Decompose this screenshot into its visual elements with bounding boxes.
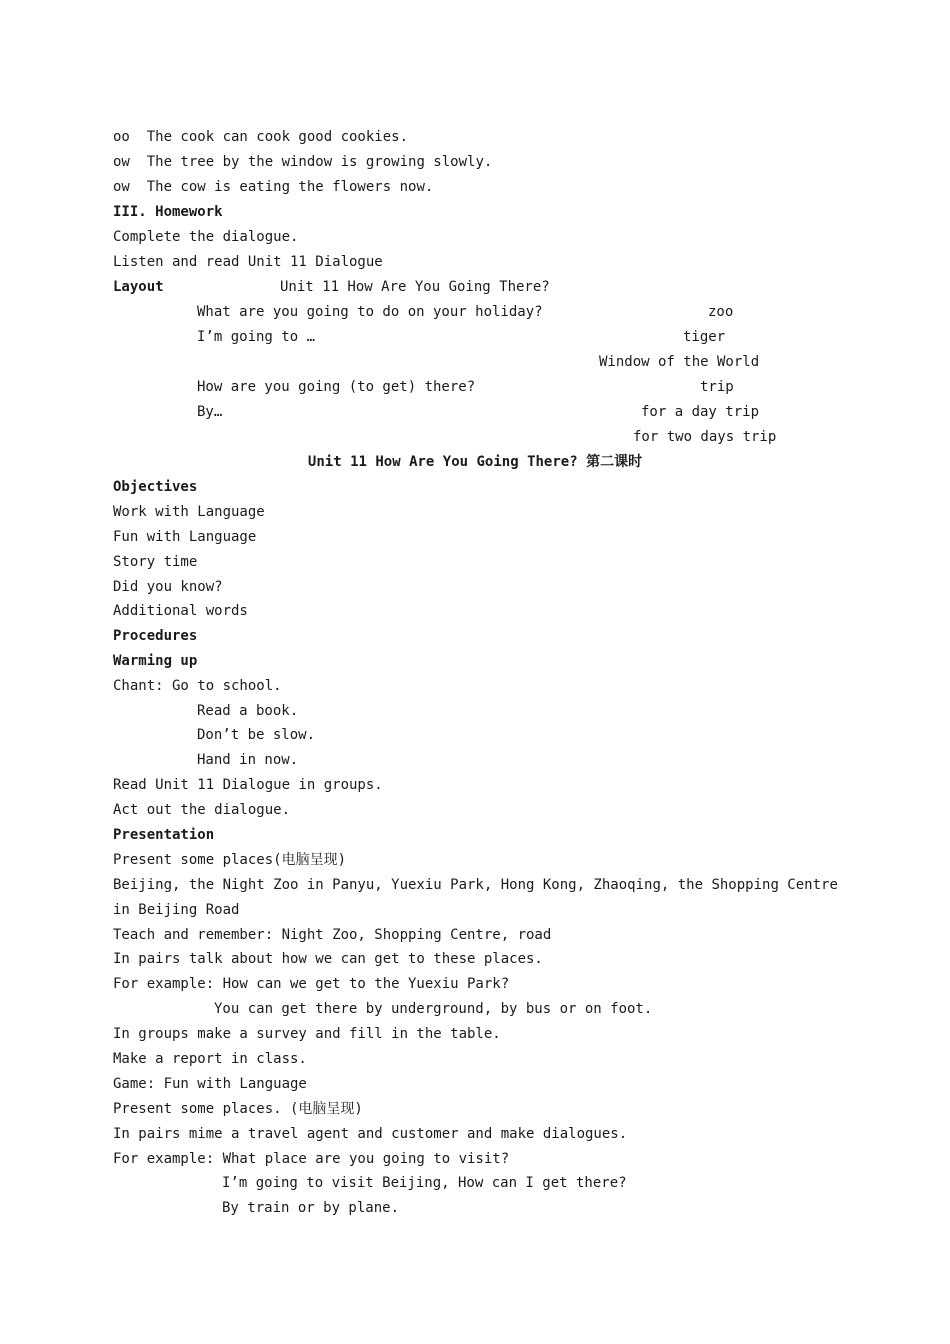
- lesson-title: Unit 11 How Are You Going There? 第二课时: [307, 454, 643, 470]
- layout-left-line: How are you going (to get) there?: [197, 379, 476, 395]
- layout-left-line: I’m going to …: [197, 329, 316, 345]
- presentation-line: In pairs mime a travel agent and customer and make dialogues.: [113, 1126, 628, 1142]
- presentation-line: By train or by plane.: [222, 1200, 400, 1216]
- objective-item: Story time: [113, 554, 198, 570]
- layout-right-word: trip: [700, 379, 734, 395]
- presentation-line: Game: Fun with Language: [113, 1076, 307, 1092]
- presentation-line: You can get there by underground, by bus or on foot.: [214, 1001, 653, 1017]
- phonics-line: [113, 128, 408, 146]
- layout-right-word: for two days trip: [633, 429, 777, 445]
- layout-left-line: What are you going to do on your holiday?: [197, 304, 543, 320]
- presentation-line: Teach and remember: Night Zoo, Shopping Centre, road: [113, 927, 552, 943]
- homework-heading: III. Homework: [113, 204, 223, 220]
- layout-right-word: for a day trip: [641, 404, 760, 420]
- presentation-line: Present some places. (电脑呈现): [113, 1101, 363, 1117]
- layout-right-word: tiger: [683, 329, 726, 345]
- presentation-line: In pairs talk about how we can get to these places.: [113, 951, 543, 967]
- phonics-sentence: The cook can cook good cookies.: [146, 129, 409, 145]
- procedures-heading: Procedures: [113, 628, 198, 644]
- phonics-line: [113, 153, 492, 171]
- objective-item: Did you know?: [113, 579, 223, 595]
- homework-item: Complete the dialogue.: [113, 229, 299, 245]
- homework-item: Listen and read Unit 11 Dialogue: [113, 254, 383, 270]
- presentation-heading: Presentation: [113, 827, 215, 843]
- chant-line: Read a book.: [197, 703, 299, 719]
- phonics-sound: ow: [113, 179, 130, 195]
- objective-item: Additional words: [113, 603, 248, 619]
- phonics-sound: ow: [113, 154, 130, 170]
- presentation-line: In groups make a survey and fill in the table.: [113, 1026, 501, 1042]
- layout-left-line: By…: [197, 404, 223, 420]
- layout-title: Unit 11 How Are You Going There?: [280, 279, 550, 295]
- phonics-sentence: The cow is eating the flowers now.: [146, 179, 434, 195]
- warming-up-item: Read Unit 11 Dialogue in groups.: [113, 777, 383, 793]
- warming-up-heading: Warming up: [113, 653, 198, 669]
- layout-label: Layout: [113, 279, 164, 295]
- presentation-line: in Beijing Road: [113, 902, 240, 918]
- presentation-line: I’m going to visit Beijing, How can I get there?: [222, 1175, 627, 1191]
- presentation-line: For example: What place are you going to visit?: [113, 1151, 510, 1167]
- chant-line: Chant: Go to school.: [113, 678, 282, 694]
- presentation-line: For example: How can we get to the Yuexiu Park?: [113, 976, 510, 992]
- chant-line: Hand in now.: [197, 752, 299, 768]
- objective-item: Fun with Language: [113, 529, 257, 545]
- phonics-sound: oo: [113, 129, 130, 145]
- presentation-line: Beijing, the Night Zoo in Panyu, Yuexiu Park, Hong Kong, Zhaoqing, the Shopping Centre: [113, 877, 838, 893]
- objectives-heading: Objectives: [113, 479, 198, 495]
- phonics-line: [113, 178, 433, 196]
- warming-up-item: Act out the dialogue.: [113, 802, 291, 818]
- layout-right-word: Window of the World: [599, 354, 760, 370]
- presentation-line: Make a report in class.: [113, 1051, 307, 1067]
- phonics-sentence: The tree by the window is growing slowly.: [146, 154, 493, 170]
- objective-item: Work with Language: [113, 504, 265, 520]
- chant-line: Don’t be slow.: [197, 727, 316, 743]
- layout-right-word: zoo: [708, 304, 734, 320]
- presentation-line: Present some places(电脑呈现): [113, 852, 347, 868]
